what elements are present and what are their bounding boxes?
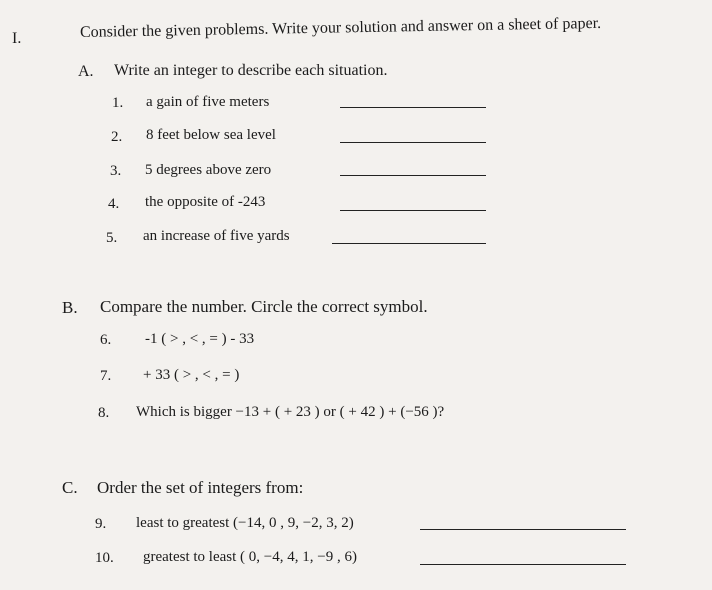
item-2-text: 8 feet below sea level <box>146 127 276 143</box>
item-5-text: an increase of five yards <box>143 228 290 244</box>
item-10-answer-line[interactable] <box>420 564 626 565</box>
item-10-number: 10. <box>95 550 114 566</box>
part-instruction: Consider the given problems. Write your solution and answer on a sheet of paper. <box>79 14 602 41</box>
item-3-text: 5 degrees above zero <box>145 162 272 178</box>
item-7-number: 7. <box>100 368 112 384</box>
part-numeral: I. <box>12 30 22 47</box>
item-1-number: 1. <box>112 95 124 111</box>
item-1-answer-line[interactable] <box>340 107 486 108</box>
item-10-text: greatest to least ( 0, −4, 4, 1, −9 , 6) <box>143 549 357 565</box>
item-6-number: 6. <box>100 332 112 348</box>
item-1-text: a gain of five meters <box>146 94 270 110</box>
item-4-text: the opposite of -243 <box>145 194 266 210</box>
section-b-title: Compare the number. Circle the correct symbol. <box>100 297 428 316</box>
section-b-letter: B. <box>62 298 78 317</box>
item-9-number: 9. <box>95 516 107 532</box>
item-4-answer-line[interactable] <box>340 210 486 211</box>
item-2-number: 2. <box>111 129 123 145</box>
item-8-number: 8. <box>98 405 110 421</box>
section-c-title: Order the set of integers from: <box>97 478 304 497</box>
item-2-answer-line[interactable] <box>340 142 486 143</box>
item-6-text: -1 ( > , < , = ) - 33 <box>145 331 255 347</box>
item-3-number: 3. <box>110 163 122 179</box>
section-a-letter: A. <box>78 63 94 80</box>
item-9-answer-line[interactable] <box>420 529 626 530</box>
item-9-text: least to greatest (−14, 0 , 9, −2, 3, 2) <box>136 515 354 531</box>
item-8-text: Which is bigger −13 + ( + 23 ) or ( + 42 ) + (−56 )? <box>136 404 445 420</box>
section-c-letter: C. <box>62 478 78 497</box>
section-a-title: Write an integer to describe each situation. <box>114 62 388 79</box>
item-7-text: + 33 ( > , < , = ) <box>143 367 240 383</box>
item-4-number: 4. <box>108 196 120 212</box>
item-3-answer-line[interactable] <box>340 175 486 176</box>
item-5-answer-line[interactable] <box>332 243 486 244</box>
item-5-number: 5. <box>106 230 118 246</box>
